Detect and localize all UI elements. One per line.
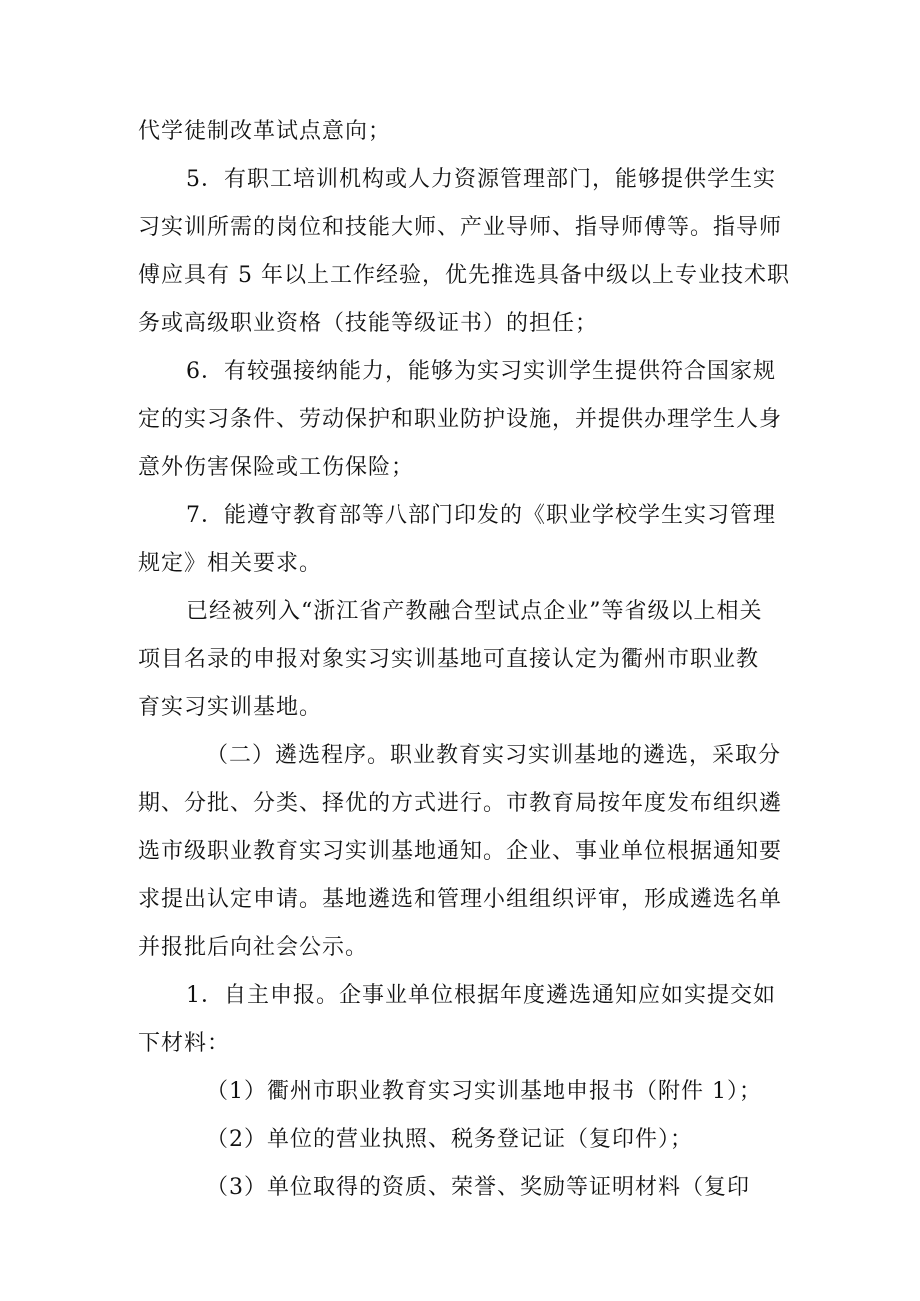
text-line: 7．能遵守教育部等八部门印发的《职业学校学生实习管理 <box>186 503 776 528</box>
text-line: 下材料： <box>138 1031 231 1056</box>
text-line: 傅应具有 5 年以上工作经验，优先推选具备中级以上专业技术职 <box>138 263 790 288</box>
text-line: 6．有较强接纳能力，能够为实习实训学生提供符合国家规 <box>186 359 776 384</box>
text-line: 代学徒制改革试点意向； <box>138 119 392 144</box>
text-line: 并报批后向社会公示。 <box>138 935 369 960</box>
text-line: 项目名录的申报对象实习实训基地可直接认定为衢州市职业教 <box>138 647 760 672</box>
text-line: 1．自主申报。企事业单位根据年度遴选通知应如实提交如 <box>186 983 776 1008</box>
text-line: （1）衢州市职业教育实习实训基地申报书（附件 1）； <box>206 1079 762 1104</box>
text-line: 5．有职工培训机构或人力资源管理部门，能够提供学生实 <box>186 167 776 192</box>
text-line: 定的实习条件、劳动保护和职业防护设施，并提供办理学生人身 <box>138 407 783 432</box>
text-line: 务或高级职业资格（技能等级证书）的担任； <box>138 311 599 336</box>
text-line: 规定》相关要求。 <box>138 551 323 576</box>
text-line: 习实训所需的岗位和技能大师、产业导师、指导师傅等。指导师 <box>138 215 783 240</box>
text-line: 已经被列入“浙江省产教融合型试点企业”等省级以上相关 <box>186 599 763 624</box>
text-line: 意外伤害保险或工伤保险； <box>138 455 415 480</box>
text-line: 求提出认定申请。基地遴选和管理小组组织评审，形成遴选名单 <box>138 887 783 912</box>
text-line: 选市级职业教育实习实训基地通知。企业、事业单位根据通知要 <box>138 839 783 864</box>
text-line: （2）单位的营业执照、税务登记证（复印件）； <box>206 1127 693 1152</box>
text-line: 育实习实训基地。 <box>138 695 323 720</box>
text-line: （二）遴选程序。职业教育实习实训基地的遴选，采取分 <box>206 743 782 768</box>
text-line: （3）单位取得的资质、荣誉、奖励等证明材料（复印 <box>206 1175 750 1200</box>
text-line: 期、分批、分类、择优的方式进行。市教育局按年度发布组织遴 <box>138 791 783 816</box>
